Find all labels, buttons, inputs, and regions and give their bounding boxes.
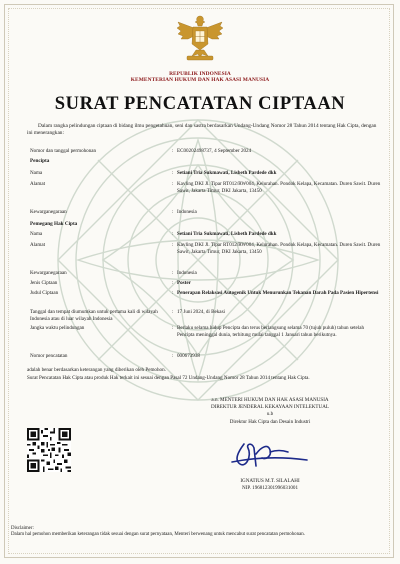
colon: : xyxy=(172,309,174,315)
colon: : xyxy=(172,270,174,276)
footer-statement-2: Surat Pencatatan Hak Cipta atau produk Hak terkait ini sesuai dengan Pasal 72 Undang-Undang Nomor 28 Tahun 2014 tentang Hak Cipta. xyxy=(27,375,310,381)
pemegang-name-value: Setiani Tria Sukmawati, Lisbeth Pardede dkk xyxy=(177,231,277,237)
intro-paragraph: Dalam rangka pelindungan ciptaan di bidang ilmu pengetahuan, seni dan sastra berdasarkan Undang-Undang Nomor 28 Tahun 2014 tentang Hak Cipta, dengan ini menerangkan: xyxy=(27,123,377,136)
colon: : xyxy=(172,280,174,286)
work-title-label: Judul Ciptaan xyxy=(30,290,59,296)
pemegang-name-label: Nama xyxy=(30,231,43,237)
publication-label: Tanggal dan tempat diumumkan untuk pertama kali di wilayah Indonesia atau di luar wilayah Indonesia xyxy=(30,309,158,322)
qr-code-icon xyxy=(27,428,71,472)
footer-statement-1: adalah benar berdasarkan keterangan yang diberikan oleh Pemohon. xyxy=(27,367,166,373)
pemegang-citizenship-label: Kewarganegaraan xyxy=(30,270,67,276)
colon: : xyxy=(172,325,174,331)
colon: : xyxy=(172,353,174,359)
colon: : xyxy=(172,170,174,176)
pencipta-citizenship-value: Indonesia xyxy=(177,209,197,215)
document-title: SURAT PENCATATAN CIPTAAN xyxy=(54,94,346,114)
watermark-ornament xyxy=(48,110,348,410)
disclaimer-label: Disclaimer: xyxy=(11,526,34,531)
signatory-name: IGNATIUS M.T. SILALAHI xyxy=(240,478,300,484)
pencipta-name-label: Nama xyxy=(30,170,43,176)
pencipta-name-value: Setiani Tria Sukmawati, Lisbeth Pardede dkk xyxy=(177,170,277,176)
protection-value: Berlaku selama hidup Pencipta dan terus berlangsung selama 70 (tujuh puluh) tahun setelah Pencipta meninggal dunia, terhitung mulai tanggal 1 Januari tahun berikutnya. xyxy=(177,325,365,338)
pemegang-address-label: Alamat xyxy=(30,242,45,248)
header-ministry: KEMENTERIAN HUKUM DAN HAK ASASI MANUSIA xyxy=(130,77,270,83)
signatory-ub: u.b xyxy=(266,411,274,417)
section-pencipta: Pencipta xyxy=(30,158,50,164)
signatory-nip: NIP. 196812301996031001 xyxy=(241,485,299,491)
pencipta-address-label: Alamat xyxy=(30,181,45,187)
record-number-label: Nomor pencatatan xyxy=(30,353,68,359)
pencipta-address-value: Kavling DKI Jl. Tipar RT012/RW004, Kelurahan. Pondok Kelapa, Kecamatan. Duren Sawit. Duren Sawit, Jakarta Timur, DKI Jakarta, 13450 xyxy=(177,181,381,194)
disclaimer-text: Dalam hal pemohon memberikan keterangan tidak sesuai dengan surat pernyataan, Menteri berwenang untuk mencabut surat pencatatan permohonan. xyxy=(11,532,305,538)
record-number-value: 000673938 xyxy=(177,353,200,359)
section-pemegang: Pemegang Hak Cipta xyxy=(30,221,78,227)
application-label: Nomor dan tanggal permohonan xyxy=(30,148,97,154)
work-type-value: Poster xyxy=(177,280,191,286)
work-type-label: Jenis Ciptaan xyxy=(30,280,58,286)
colon: : xyxy=(172,181,174,187)
signatory-dirjen: DIREKTUR JENDERAL KEKAYAAN INTELEKTUAL xyxy=(210,404,330,410)
header-country: REPUBLIK INDONESIA xyxy=(169,71,231,77)
colon: : xyxy=(172,209,174,215)
disclaimer xyxy=(11,526,391,539)
colon: : xyxy=(172,148,174,154)
pemegang-address-value: Kavling DKI Jl. Tipar RT012/RW004, Kelurahan. Pondok Kelapa, Kecamatan. Duren Sawit. Duren Sawit, Jakarta Timur, DKI Jakarta, 13450 xyxy=(177,242,381,255)
work-title-value: Penerapan Relaksasi Autogenik Untuk Menurunkan Tekanan Darah Pada Pasien Hipertensi xyxy=(177,290,379,296)
garuda-emblem-icon xyxy=(176,10,224,62)
signatory-direktur: Direktur Hak Cipta dan Desain Industri xyxy=(229,419,311,425)
signatory-an: a.n. MENTERI HUKUM DAN HAK ASASI MANUSIA xyxy=(211,397,329,403)
colon: : xyxy=(172,242,174,248)
signature-icon xyxy=(222,438,312,474)
publication-value: 17 Juni 2024, di Bekasi xyxy=(177,309,225,315)
colon: : xyxy=(172,290,174,296)
colon: : xyxy=(172,231,174,237)
application-value: EC00202498737, 4 September 2024 xyxy=(177,148,252,154)
protection-label: Jangka waktu pelindungan xyxy=(30,325,85,331)
pemegang-citizenship-value: Indonesia xyxy=(177,270,197,276)
pencipta-citizenship-label: Kewarganegaraan xyxy=(30,209,67,215)
